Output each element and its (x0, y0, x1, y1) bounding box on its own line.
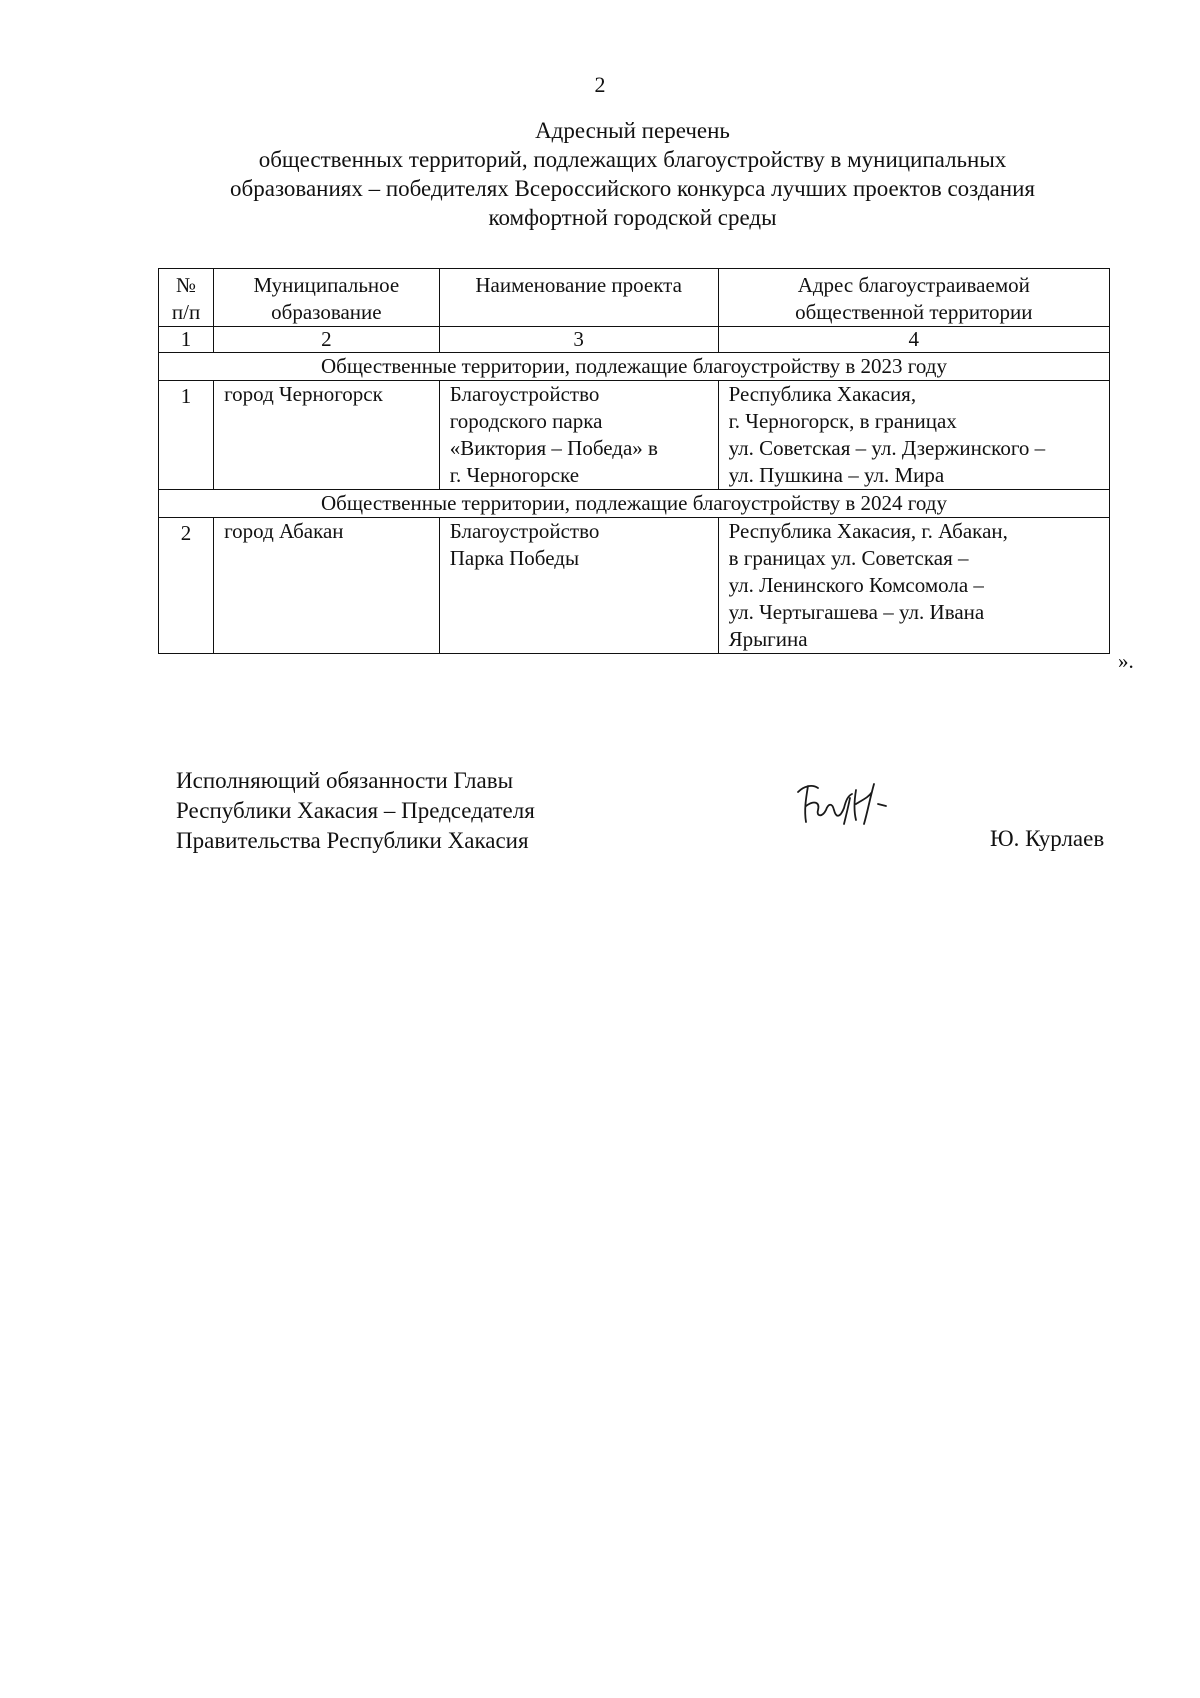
column-number: 2 (214, 327, 440, 353)
column-numbers-row (159, 327, 1110, 353)
section-title: Общественные территории, подлежащие благоустройству в 2023 году (159, 353, 1110, 381)
header-municipality-cell: Муниципальное образование (214, 269, 440, 327)
header-project-cell: Наименование проекта (439, 269, 718, 327)
project-cell: Благоустройство Парка Победы (439, 518, 718, 654)
section-title: Общественные территории, подлежащие благоустройству в 2024 году (159, 490, 1110, 518)
column-number: 1 (159, 327, 214, 353)
handwritten-signature (790, 770, 910, 830)
project-cell: Благоустройство городского парка «Виктория – Победа» в г. Черногорске (439, 381, 718, 490)
title-line-1: Адресный перечень (535, 118, 730, 143)
page-number: 2 (594, 72, 606, 97)
signer-position-line: Исполняющий обязанности Главы (176, 768, 514, 793)
table-row (159, 381, 1110, 490)
header-address-cell: Адрес благоустраиваемой общественной территории (718, 269, 1109, 327)
signer-position-line: Правительства Республики Хакасия (176, 828, 529, 853)
table-header-row (159, 269, 1110, 327)
document-title (160, 116, 1105, 232)
closing-quote: ». (1118, 649, 1134, 673)
signer-name: Ю. Курлаев (990, 826, 1105, 851)
municipality-cell: город Черногорск (214, 381, 440, 490)
column-number: 3 (439, 327, 718, 353)
title-line-4: комфортной городской среды (488, 205, 777, 230)
signer-position (176, 766, 535, 856)
title-line-3: образованиях – победителях Всероссийского конкурса лучших проектов создания (230, 176, 1035, 201)
table-row (159, 518, 1110, 654)
address-list-table (158, 268, 1110, 654)
column-number: 4 (718, 327, 1109, 353)
header-number-cell: № п/п (159, 269, 214, 327)
row-number: 1 (159, 381, 214, 490)
address-cell: Республика Хакасия, г. Абакан, в границах ул. Советская – ул. Ленинского Комсомола – ул. Чертыгашева – ул. Ивана Ярыгина (718, 518, 1109, 654)
title-line-2: общественных территорий, подлежащих благоустройству в муниципальных (258, 147, 1007, 172)
signer-position-line: Республики Хакасия – Председателя (176, 798, 535, 823)
address-cell: Республика Хакасия, г. Черногорск, в границах ул. Советская – ул. Дзержинского – ул. Пушкина – ул. Мира (718, 381, 1109, 490)
municipality-cell: город Абакан (214, 518, 440, 654)
row-number: 2 (159, 518, 214, 654)
section-row-2023 (159, 353, 1110, 381)
section-row-2024 (159, 490, 1110, 518)
